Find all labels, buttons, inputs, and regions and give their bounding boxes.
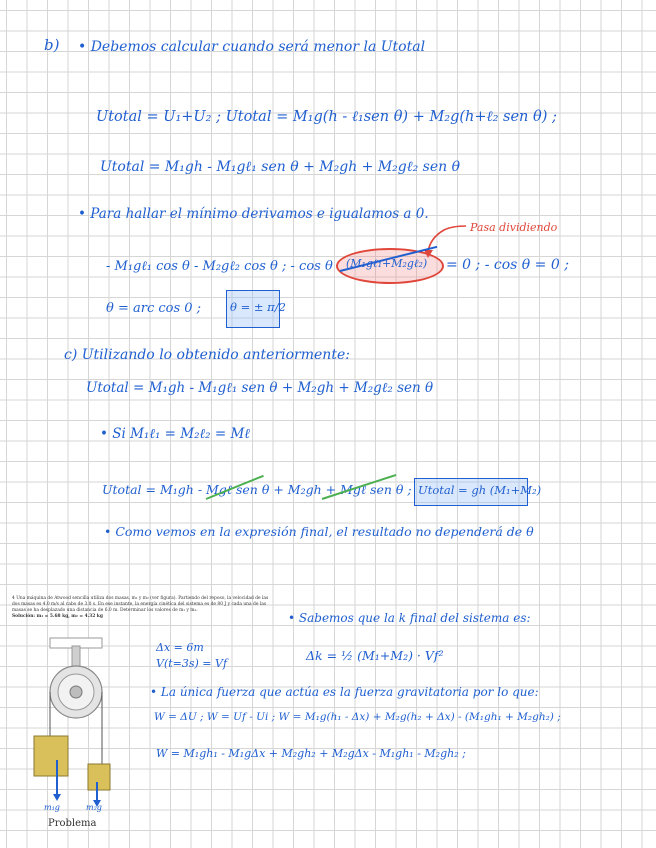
part-b-intro: • Debemos calcular cuando será menor la Utotal: [78, 39, 426, 55]
notes-work1: W = ΔU ; W = Uf - Ui ; W = M₁g(h₁ - Δx) + M₂g(h₂ + Δx) - (M₁gh₁ + M₂gh₂) ;: [154, 711, 561, 723]
annotation-pasa-dividiendo: Pasa dividiendo: [470, 221, 558, 234]
notes-line1: • Sabemos que la k final del sistema es:: [288, 611, 531, 625]
notes-work2: W = M₁gh₁ - M₁gΔx + M₂gh₂ + M₂gΔx - M₁gh₁ - M₂gh₂ ;: [156, 747, 466, 760]
force-arrow-m2: [96, 782, 98, 802]
part-b-label: b): [44, 36, 60, 54]
problem-text: 4 Una máquina de Atwood sencilla utiliza dos masas, m₁ y m₂ (ver figura). Partiendo del reposo, la velocidad de las dos masas es 4.0 m/s al cabo de 3.0 s. En ese instante, la energía cinética del sistema es de 80 J y cada una de las masas se ha desplazado una distancia de 6.0 m. Determinar los valores de m₁ y m₂.: [12, 596, 269, 614]
notes-dx: Δx = 6m: [156, 641, 204, 654]
notes-line2: • La única fuerza que actúa es la fuerza gravitatoria por lo que:: [150, 685, 539, 699]
notes-vt: V(t=3s) = Vf: [156, 657, 228, 670]
part-b-eq1: Utotal = U₁+U₂ ; Utotal = M₁g(h - ℓ₁sen θ) + M₂g(h+ℓ₂ sen θ) ;: [96, 109, 557, 125]
problem-solution: Solución: m₁ = 5.68 kg, m₂ = 4.32 kg: [12, 614, 103, 620]
force-arrow-m1: [56, 760, 58, 796]
part-c-eq1: Utotal = M₁gh - M₁gℓ₁ sen θ + M₂gh + M₂gℓ₂ sen θ: [86, 380, 434, 396]
force-arrow-m1-head: [53, 794, 61, 801]
part-b-theta-result: θ = ± π/2: [230, 300, 286, 314]
part-b-deriv-right: = 0 ; - cos θ = 0 ;: [446, 257, 569, 273]
part-c-eq2: Utotal = M₁gh - Mgℓ sen θ + M₂gh + Mgℓ sen θ ;: [102, 482, 412, 497]
part-c-conclusion: • Como vemos en la expresión final, el resultado no dependerá de θ: [104, 524, 534, 539]
part-b-eq2: Utotal = M₁gh - M₁gℓ₁ sen θ + M₂gh + M₂gℓ₂ sen θ: [100, 159, 461, 175]
label-m2g: m₂g: [86, 803, 102, 812]
part-c-intro: c) Utilizando lo obtenido anteriormente:: [64, 347, 350, 363]
figure-caption: Problema: [48, 818, 97, 829]
part-b-deriv-intro: • Para hallar el mínimo derivamos e igualamos a 0.: [78, 206, 429, 222]
atwood-machine-figure: [10, 636, 140, 816]
part-b-theta-eq: θ = arc cos 0 ;: [106, 301, 202, 316]
notes-dk: Δk = ½ (M₁+M₂) · Vf²: [306, 648, 444, 663]
part-b-deriv-left: - M₁gℓ₁ cos θ - M₂gℓ₂ cos θ ; - cos θ: [106, 259, 333, 274]
part-c-eq2-box: Utotal = gh (M₁+M₂): [418, 483, 542, 497]
part-c-cond: • Si M₁ℓ₁ = M₂ℓ₂ = Mℓ: [100, 426, 250, 442]
problem-statement: [12, 596, 272, 620]
label-m1g: m₁g: [44, 803, 60, 812]
part-b-deriv-circled: (M₁gℓ₁+M₂gℓ₂): [346, 257, 428, 270]
